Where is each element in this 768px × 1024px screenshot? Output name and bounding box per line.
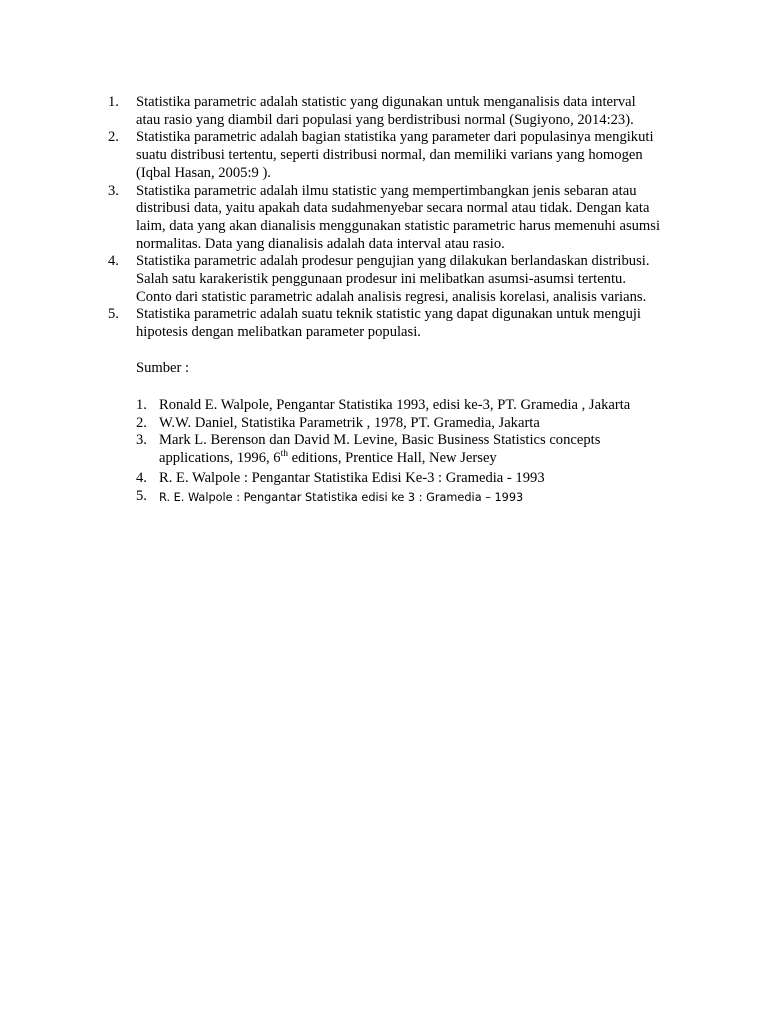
list-item: [104, 94, 684, 129]
reference-item: [136, 432, 656, 469]
references-list: [136, 397, 656, 505]
list-item-number: 4.: [108, 253, 119, 270]
list-item-text: hipotesis dengan melibatkan parameter populasi.: [136, 324, 421, 341]
reference-text: R. E. Walpole : Pengantar Statistika Edisi Ke-3 : Gramedia - 1993: [159, 469, 545, 486]
list-item-text: Statistika parametric adalah statistic yang digunakan untuk menganalisis data interval: [136, 94, 636, 110]
list-item-text: atau rasio yang diambil dari populasi yang berdistribusi normal (Sugiyono, 2014:23).: [136, 111, 634, 128]
superscript: th: [280, 449, 288, 460]
list-item-text: Statistika parametric adalah prodesur pengujian yang dilakukan berlandaskan distribusi.: [136, 253, 650, 270]
reference-text: R. E. Walpole : Pengantar Statistika edisi ke 3 : Gramedia – 1993: [159, 490, 524, 504]
reference-item: [136, 415, 656, 433]
reference-number: 2.: [136, 414, 147, 431]
reference-number: 3.: [136, 432, 147, 449]
list-item-number: 2.: [108, 129, 119, 146]
reference-text-continued: [159, 450, 656, 470]
list-item-text: Statistika parametric adalah bagian statistika yang parameter dari populasinya mengikuti: [136, 129, 654, 146]
reference-number: 5.: [136, 487, 147, 504]
list-item-text: laim, data yang akan dianalisis menggunakan statistic parametric harus memenuhi asumsi: [136, 217, 661, 234]
list-item: [104, 253, 684, 306]
list-item-text: Conto dari statistic parametric adalah analisis regresi, analisis korelasi, analisis varians.: [136, 288, 647, 305]
list-item-text: Statistika parametric adalah suatu teknik statistic yang dapat digunakan untuk menguji: [136, 306, 641, 323]
definitions-list: [104, 94, 684, 342]
list-item: [104, 129, 684, 182]
list-item-text: Statistika parametric adalah ilmu statistic yang mempertimbangkan jenis sebaran atau: [136, 182, 637, 199]
reference-text-part: applications, 1996, 6: [159, 450, 281, 467]
reference-text: Mark L. Berenson dan David M. Levine, Basic Business Statistics concepts: [159, 432, 601, 449]
reference-item: [136, 488, 656, 506]
list-item: [104, 183, 684, 254]
sources-heading: Sumber :: [136, 360, 190, 376]
reference-text: Ronald E. Walpole, Pengantar Statistika 1993, edisi ke-3, PT. Gramedia , Jakarta: [159, 397, 631, 413]
list-item: [104, 306, 684, 341]
list-item-number: 3.: [108, 182, 119, 199]
list-item-text: suatu distribusi tertentu, seperti distribusi normal, dan memiliki varians yang homogen: [136, 147, 643, 164]
reference-number: 4.: [136, 469, 147, 486]
list-item-text: distribusi data, yaitu apakah data sudahmenyebar secara normal atau tidak. Dengan kata: [136, 200, 650, 217]
reference-item: [136, 397, 656, 415]
list-item-number: 5.: [108, 306, 119, 323]
list-item-number: 1.: [108, 94, 119, 110]
reference-item: [136, 470, 656, 488]
reference-number: 1.: [136, 397, 147, 413]
list-item-text: Salah satu karakeristik penggunaan prodesur ini melibatkan asumsi-asumsi tertentu.: [136, 271, 626, 288]
reference-text: W.W. Daniel, Statistika Parametrik , 1978, PT. Gramedia, Jakarta: [159, 414, 540, 431]
list-item-text: normalitas. Data yang dianalisis adalah data interval atau rasio.: [136, 235, 505, 252]
list-item-text: (Iqbal Hasan, 2005:9 ).: [136, 164, 271, 181]
reference-text-part: editions, Prentice Hall, New Jersey: [288, 450, 497, 467]
